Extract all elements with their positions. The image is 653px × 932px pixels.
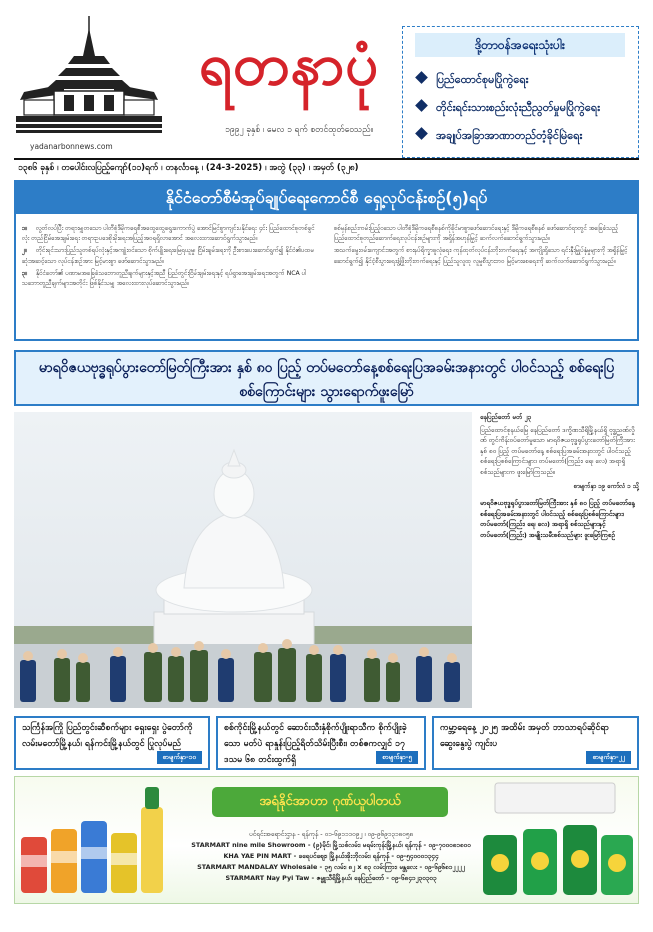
item-text: အသက်မွေးဝမ်းကျောင်းအတွက် စားနပ်ရိက္ခာဖူလုံရေး၊ ကုန်ထုတ်လုပ်ငန်းတိုးတက်ရေးနှင့် အကျိုးရှိသော ရင်းနှီးမြှုပ်နှံမှုများကို အရှိန်မြှင့်ဆောင်ရွက်၍ နိုင်ငံ့စီးပွားရေးဖွံ့ဖြိုးတိုးတက်ရေးနှင့် ပြည်သူလူထု လူမှုစီးပွားဘဝ မြင့်မားစေရေးကို ဆက်လက်ဆောင်ရွက်သွားမည်။ xyxy=(334,247,628,265)
photo-illustration xyxy=(14,412,472,708)
mission-item-text: ပြည်ထောင်စုမပြိုကွဲရေး xyxy=(436,73,529,86)
lead-box xyxy=(14,180,639,341)
item-text: တိုင်းရင်းသားပြည်သူတစ်ရပ်လုံးနှင့်အကျုံးဝင်သော စိုက်ပျိုးရေးမြေရယူမှု၊ ငြိမ်းချမ်းရေးကို ဦးစားပေးဆောင်ရွက်၍ နိုင်ငံ၏ပထမဆုံးအဆင့်သော လုပ်ငန်းစဉ်အား မြင့်မားစွာ ဖော်ဆောင်သွားမည်။ xyxy=(22,247,315,265)
lemon-cans-icon xyxy=(477,777,639,904)
mission-item xyxy=(417,101,600,117)
item-text: စစ်မှန်စည်းကမ်းပြည့်ဝသော ပါတီစုံဒီမိုကရေစီစနစ်ကိုခိုင်မာစွာဖော်ဆောင်ရေးနှင့် ဒီမိုကရေစီစနစ် ဖော်ဆောင်ရာတွင် အခြေခံသည့် ပြည်ထောင်စုတည်ဆောက်ရေးလုပ်ငန်းစဉ်များကို အရှိန်အဟုန်မြှင့် ဆက်လက်ဆောင်ရွက်သွားမည်။ xyxy=(334,225,619,243)
item-text: လွတ်လပ်ပြီး တရားမျှတသော ပါတီစုံဒီမိုကရေစီအထွေထွေရွေးကောက်ပွဲ အောင်မြင်စွာကျင်းပနိုင်ရေး ၄င်း ပြည်ထောင်စုတစ်ခွင်လုံး တည်ငြိမ်အေးချမ်းရေး တရားဥပဒေစိုးမိုးရေးအပြည့်အဝရရှိလာအောင် အလေးထားဆောင်ရွက်သွားမည်။ xyxy=(22,225,315,243)
item-number: ၁။ xyxy=(22,225,28,232)
teaser-text: ကမ္ဘာ့ရေနေ့ ၂၀၂၅ အထိမ်း အမှတ် ဘာသာရပ်ဆိုင်ရာဆွေးနွေးပွဲ ကျင်းပ xyxy=(440,723,610,749)
ad-line: STARMART MANDALAY Wholesale - ၃၅ လမ်း၊ ၈၂ x ၈၃ လမ်းကြား၊ မန္တလေး - ၀၉-၆၉၆၈၁၂၂၂၂ xyxy=(197,863,465,871)
teaser-box[interactable] xyxy=(432,716,639,770)
juice-cans-icon xyxy=(15,777,185,904)
page-reference[interactable]: စာမျက်နှာ-၂၂ xyxy=(586,751,631,764)
mission-title: ဒို့တာဝန်အရေးသုံးပါး xyxy=(415,33,625,57)
mission-item xyxy=(417,129,582,145)
teaser-box[interactable] xyxy=(14,716,210,770)
mission-item-text: တိုင်းရင်းသားစည်းလုံးညီညွတ်မှုမပြိုကွဲရေး xyxy=(436,101,601,114)
diamond-bullet-icon xyxy=(415,99,428,112)
issue-dateline: ၁၃၈၆ ခုနှစ် ၊ တပေါင်းလပြည့်ကျော်(၁၁)ရက် ၊ တနင်္လာနေ့ ၊ (24-3-2025) ၊ အတွဲ (၃၃) ၊ အမှတ် (၃၂၈) xyxy=(14,158,639,176)
lead-item xyxy=(334,224,630,244)
teaser-box[interactable] xyxy=(216,716,426,770)
ad-line: STARMART nine mile Showroom - (၉)မိုင်၊ မြို့သစ်လမ်း၊ မရမ်းကုန်းမြို့နယ်၊ ရန်ကုန် - ၀၉-၇၀၀၀၈၁၈၀၀ xyxy=(191,841,471,849)
mission-item xyxy=(417,73,528,89)
page-reference[interactable]: စာမျက်နှာ-၁၀ xyxy=(157,751,202,764)
ad-line: KHA YAE PIN MART - ခရေပင်ဈေး၊ မြို့နယ်အိုးဘိုလမ်း၊ ရန်ကုန် - ၀၉-၅၄၀၀၀၁၃၄၄ xyxy=(223,852,439,860)
newspaper-title: ရတနာပုံ xyxy=(198,30,380,98)
lead-headline: နိုင်ငံတော်စီမံအုပ်ချုပ်ရေးကောင်စီ ရှေ့လုပ်ငန်းစဉ်(၅)ရပ် xyxy=(16,182,637,214)
item-number: ၃။ xyxy=(22,269,28,277)
lead-item xyxy=(22,246,318,266)
diamond-bullet-icon xyxy=(415,127,428,140)
website-url: yadanarbonnews.com xyxy=(30,142,113,151)
ad-line: STARMART Nay Pyi Taw - ဇမ္ဗူသီရိမြို့နယ်၊ နေပြည်တော် - ၀၉-၆၈၄၁၂၃၀၃၀၃ xyxy=(225,874,437,882)
teaser-text: သင်္ကြန်အကြို ပြည်တွင်းဆီစက်များ ရှေးရှေး ပွဲတော်ကို လမ်းမတော်မြို့နယ်၊ ရန်ကင်းမြို့နယ်တွင် ပြုလုပ်မည် xyxy=(22,723,193,749)
story-paragraph: ပြည်ထောင်စုနယ်မြေ နေပြည်တော် ဒက္ခိဏသီရိမြို့နယ်ရှိ ဗုဒ္ဓညဏ်လှိုဏ် တွင်ကိန်းဝပ်တော်မူသော မာရဝိဇယဗုဒ္ဓရုပ်ပွားတော်မြတ်ကြီးအား နှစ် ၈၀ ပြည့် တပ်မတော်နေ့ စစ်ရေးပြအခမ်းအနားတွင် ပါဝင်သည့် စစ်ရေးပြစစ်ကြောင်းများ၊ တပ်မတော်(ကြည်း၊ ရေ၊ လေ) အရာရှိ စစ်သည်များက ဖူးမြော်ကြသည်။ xyxy=(480,425,635,476)
pagoda-icon xyxy=(14,12,164,144)
product-cans-right xyxy=(477,777,639,904)
lead-column-left xyxy=(22,224,318,291)
buddha-statue-photo xyxy=(14,412,472,708)
lead-item xyxy=(22,269,318,289)
photo-caption: မာရဝိဇယဗုဒ္ဓရုပ်ပွားတော်မြတ်ကြီးအား နှစ် ၈၀ ပြည့် တပ်မတော်နေ့ စစ်ရေးပြအခမ်းအနားတွင် ပါဝင်သည့် စစ်ရေးပြစစ်ကြောင်းများ၊ တပ်မတော်(ကြည်း၊ ရေ၊ လေ) အရာရှိ စစ်သည်များနှင့် တပ်မတော်(ကြည်း) အမျိုးသမီးစစ်သည်များ ဖူးမြော်ကြစဉ် xyxy=(480,499,635,539)
mission-item-text: အချုပ်အခြာအာဏာတည်တံ့ခိုင်မြဲရေး xyxy=(436,129,583,142)
ad-line: ပင်ရင်းအရောင်းဌာန - ရန်ကုန် - ၀၁-၆၉၁၁၁၀၉၂ ၊ ၀၉-၉၆၉၁၃၁၈၀၅၈ xyxy=(248,830,413,838)
lead-column-right xyxy=(334,224,630,269)
diamond-bullet-icon xyxy=(415,71,428,84)
advertisement[interactable] xyxy=(14,776,639,904)
lead-item xyxy=(334,246,630,266)
continued-link[interactable]: စာမျက်နှာ ၁၉ ကော်လံ ၁ သို့ xyxy=(573,482,639,490)
story-body xyxy=(480,412,639,543)
ad-banner: အရံနိုင်အာဟာ ဂုဏ်ယူပါတယ် xyxy=(212,787,448,817)
founding-date: ၁၉၉၂ ခုနှစ် ၊ မေလ ၁ ရက် စတင်ထုတ်ဝေသည်။ xyxy=(224,125,374,135)
mission-box xyxy=(402,26,639,158)
story-headline: မာရဝိဇယဗုဒ္ဓရုပ်ပွားတော်မြတ်ကြီးအား နှစ် ၈၀ ပြည့် တပ်မတော်နေ့စစ်ရေးပြအခမ်းအနားတွင် ပါဝင်သည့် စစ်ရေးပြစစ်ကြောင်းများ သွားရောက်ဖူးမြော် xyxy=(14,350,639,406)
product-cans-left xyxy=(15,777,185,904)
masthead xyxy=(14,12,639,172)
item-number: ၂။ xyxy=(22,247,27,255)
story-dateline: နေပြည်တော် မတ် ၂၃ xyxy=(480,413,532,421)
page-reference[interactable]: စာမျက်နှာ-၅ xyxy=(376,751,418,764)
ad-store-list xyxy=(191,829,471,884)
lead-item xyxy=(22,224,318,244)
item-text: နိုင်ငံတော်၏ ပဏာမအခြေခံသဘောတူညီချက်များနှင့်အညီ ပြည်တွင်းငြိမ်းချမ်းရေးနှင့် ရပ်ရွာအေးချမ်းရေးအတွက် NCA ပါ သဘောတူညီချက်များအတိုင်း ဖြစ်နိုင်သမျှ အလေးထားလုပ်ဆောင်သွားမည်။ xyxy=(22,269,307,288)
pagoda-logo xyxy=(14,12,164,162)
teaser-text: စစ်ကိုင်းမြို့နယ်တွင် ဆောင်းသီးနှံစိုက်ပျိုးရာသီက စိုက်ပျိုးခဲ့သော မတ်ပဲ ရာနှုန်းပြည့်ရိတ်သိမ်းပြီးစီး၊ တစ်ဧကလျှင် ၁၇ ဒသမ ၆၈ တင်းထွက်ရှိ xyxy=(224,723,407,765)
